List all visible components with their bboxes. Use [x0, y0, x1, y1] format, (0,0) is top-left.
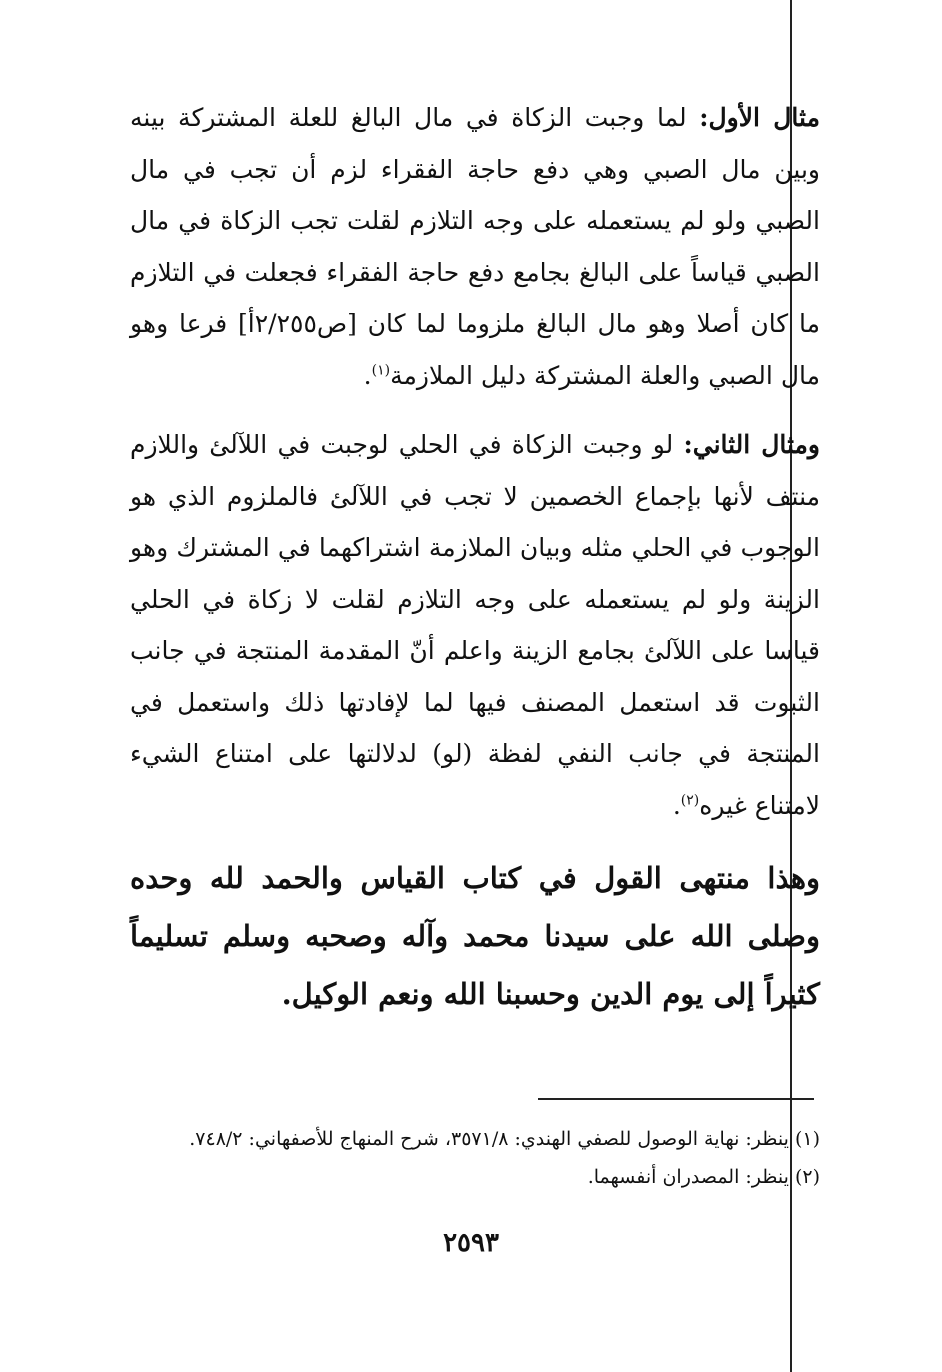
- footnote-ref-2[interactable]: (٢): [680, 792, 700, 809]
- example-one-paragraph: [130, 92, 820, 401]
- example-two-text: لو وجبت الزكاة في الحلي لوجبت في اللآلئ واللازم منتف لأنها بإجماع الخصمين لا تجب في اللآلئ فالملزوم الذي هو الوجوب في الحلي مثله وبيان الملازمة اشتراكهما في المشترك وهو الزينة ولو لم يستعمله على وجه التلازم لقلت لا زكاة في الحلي قياسا على اللآلئ بجامع الزينة واعلم أنّ المقدمة المنتجة في جانب الثبوت قد استعمل المصنف فيها لما لإفادتها ذلك واستعمل في المنتجة في جانب النفي لفظة (لو) لدلالتها على امتناع الشيء لامتناع غيره: [130, 430, 820, 820]
- example-two-label: ومثال الثاني:: [683, 430, 821, 459]
- footnote-2: (٢) ينظر: المصدران أنفسهما.: [587, 1166, 820, 1188]
- main-text: [130, 92, 820, 1023]
- footnotes: [130, 1120, 820, 1196]
- footnote-separator: [538, 1098, 814, 1100]
- example-two-end: .: [672, 790, 681, 820]
- page-number: ٢٥٩٣: [443, 1228, 499, 1258]
- closing-paragraph: وهذا منتهى القول في كتاب القياس والحمد لله وحده وصلى الله على سيدنا محمد وآله وصحبه وسلم تسليماً كثيراً إلى يوم الدين وحسبنا الله ونعم الوكيل.: [130, 861, 820, 1011]
- example-one-end: .: [363, 360, 372, 390]
- footnote-1: (١) ينظر: نهاية الوصول للصفي الهندي: ٣٥٧١/٨، شرح المنهاج للأصفهاني: ٧٤٨/٢.: [189, 1128, 820, 1150]
- footnote-ref-1[interactable]: (١): [371, 362, 391, 379]
- example-one-label: مثال الأول:: [699, 103, 820, 132]
- example-one-text: لما وجبت الزكاة في مال البالغ للعلة المشتركة بينه وبين مال الصبي وهي دفع حاجة الفقراء لزم أن تجب في مال الصبي ولو لم يستعمله على وجه التلازم لقلت تجب الزكاة في مال الصبي قياساً على البالغ بجامع دفع حاجة الفقراء فجعلت في التلازم ما كان أصلا وهو مال البالغ ملزوما لما كان [ص٢/٢٥٥أ] فرعا وهو مال الصبي والعلة المشتركة دليل الملازمة: [130, 103, 821, 390]
- example-two-paragraph: [130, 419, 820, 831]
